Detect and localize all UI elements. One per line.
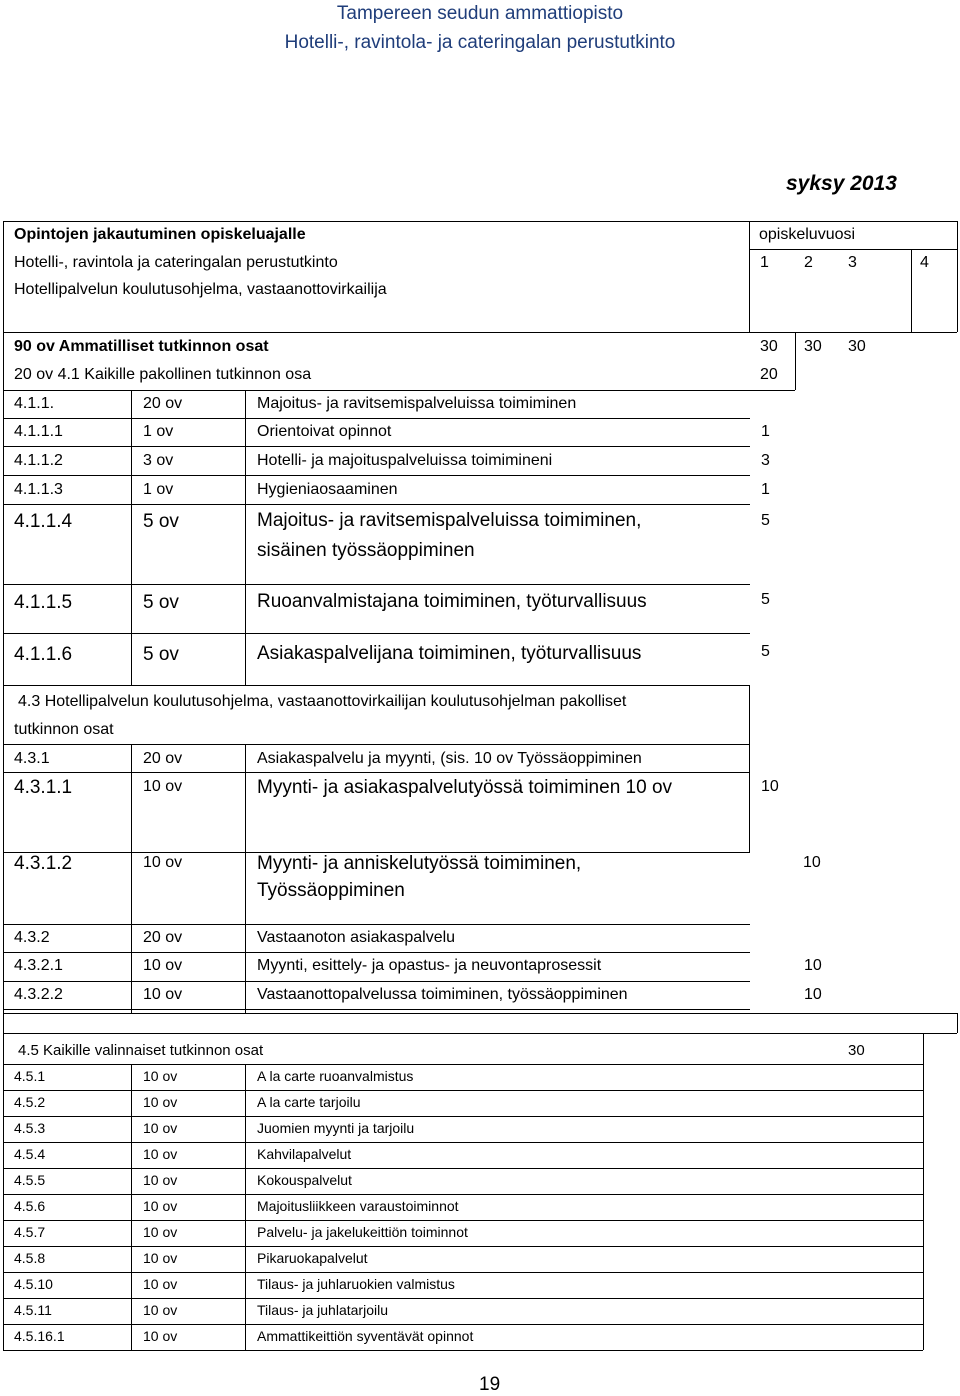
row-ov: 10 ov: [143, 1250, 178, 1266]
row-code: 4.1.1.3: [14, 481, 63, 498]
row-value: 10: [761, 778, 779, 795]
row-name: Palvelu- ja jakelukeittiön toiminnot: [257, 1224, 468, 1240]
year-label: opiskeluvuosi: [759, 226, 856, 243]
row-ov: 10 ov: [143, 778, 183, 795]
row-ov: 20 ov: [143, 929, 183, 946]
common-part-value: 20: [760, 366, 778, 383]
section-45-value: 30: [848, 1042, 865, 1059]
intro-program: Hotellipalvelun koulutusohjelma, vastaanottovirkailija: [14, 281, 387, 298]
row-code: 4.5.4: [14, 1146, 46, 1162]
row-name: Asiakaspalvelu ja myynti, (sis. 10 ov Työssäoppiminen: [257, 750, 642, 767]
row-name: Kokouspalvelut: [257, 1172, 352, 1188]
row-ov: 10 ov: [143, 986, 183, 1003]
row-code: 4.3.1.2: [14, 853, 73, 874]
row-value: 5: [761, 512, 770, 529]
row-code: 4.3.2.2: [14, 986, 63, 1003]
row-value: 5: [761, 591, 770, 608]
row-ov: 10 ov: [143, 1068, 178, 1084]
row-code: 4.3.2.1: [14, 957, 63, 974]
row-name-continued: sisäinen työssäoppiminen: [257, 540, 475, 561]
section-43-title-continued: tutkinnon osat: [14, 721, 114, 738]
row-ov: 10 ov: [143, 1328, 178, 1344]
row-name: Vastaanottopalvelussa toimiminen, työssäoppiminen: [257, 986, 628, 1003]
row-name: Myynti, esittely- ja opastus- ja neuvontaprosessit: [257, 957, 602, 974]
row-ov: 10 ov: [143, 1224, 178, 1240]
row-code: 4.5.16.1: [14, 1328, 65, 1344]
row-name: A la carte tarjoilu: [257, 1094, 361, 1110]
row-code: 4.1.1.6: [14, 644, 73, 665]
year-1: 1: [760, 254, 769, 271]
row-ov: 20 ov: [143, 395, 183, 412]
row-name: Ammattikeittiön syventävät opinnot: [257, 1328, 474, 1344]
row-code: 4.1.1.1: [14, 423, 63, 440]
row-code: 4.5.3: [14, 1120, 46, 1136]
row-name: Majoitus- ja ravitsemispalveluissa toimiminen: [257, 395, 577, 412]
row-ov: 5 ov: [143, 644, 179, 665]
row-name: Myynti- ja asiakaspalvelutyössä toimiminen 10 ov: [257, 777, 673, 798]
row-ov: 5 ov: [143, 592, 179, 613]
year-4: 4: [920, 254, 929, 271]
row-name: Orientoivat opinnot: [257, 423, 392, 440]
row-ov: 10 ov: [143, 1172, 178, 1188]
row-code: 4.5.10: [14, 1276, 53, 1292]
vocational-year-2: 30: [804, 338, 822, 355]
row-name: Majoitusliikkeen varaustoiminnot: [257, 1198, 459, 1214]
row-name: Hotelli- ja majoituspalveluissa toimimineni: [257, 452, 553, 469]
row-ov: 10 ov: [143, 1276, 178, 1292]
row-name: Hygieniaosaaminen: [257, 481, 398, 498]
row-name: Tilaus- ja juhlaruokien valmistus: [257, 1276, 455, 1292]
intro-title: Opintojen jakautuminen opiskeluajalle: [14, 226, 306, 243]
row-code: 4.3.1.1: [14, 777, 73, 798]
row-code: 4.5.7: [14, 1224, 46, 1240]
row-code: 4.1.1.: [14, 395, 55, 412]
row-name: Kahvilapalvelut: [257, 1146, 352, 1162]
row-code: 4.3.1: [14, 750, 50, 767]
row-ov: 10 ov: [143, 1302, 178, 1318]
row-name: A la carte ruoanvalmistus: [257, 1068, 414, 1084]
row-value: 3: [761, 452, 770, 469]
vocational-year-3: 30: [848, 338, 866, 355]
row-value: 10: [803, 854, 821, 871]
row-value: 5: [761, 643, 770, 660]
row-code: 4.1.1.5: [14, 592, 73, 613]
institution-title: Tampereen seudun ammattiopisto: [336, 3, 624, 24]
row-code: 4.1.1.4: [14, 511, 73, 532]
row-name: Majoitus- ja ravitsemispalveluissa toimiminen,: [257, 510, 642, 531]
common-part-title: 20 ov 4.1 Kaikille pakollinen tutkinnon osa: [14, 366, 312, 383]
year-3: 3: [848, 254, 857, 271]
degree-title: Hotelli-, ravintola- ja cateringalan perustutkinto: [284, 32, 676, 53]
row-value: 10: [804, 986, 822, 1003]
year-2: 2: [804, 254, 813, 271]
row-ov: 5 ov: [143, 511, 179, 532]
term-label: syksy 2013: [786, 172, 897, 195]
row-name: Vastaanoton asiakaspalvelu: [257, 929, 456, 946]
row-ov: 10 ov: [143, 854, 183, 871]
vocational-title: 90 ov Ammatilliset tutkinnon osat: [14, 338, 269, 355]
row-ov: 10 ov: [143, 1094, 178, 1110]
row-name: Ruoanvalmistajana toimiminen, työturvallisuus: [257, 591, 647, 612]
row-ov: 10 ov: [143, 1146, 178, 1162]
row-name-continued: Työssäoppiminen: [257, 880, 405, 901]
row-name: Juomien myynti ja tarjoilu: [257, 1120, 415, 1136]
row-ov: 10 ov: [143, 957, 183, 974]
row-value: 1: [761, 481, 770, 498]
row-code: 4.3.2: [14, 929, 50, 946]
row-code: 4.1.1.2: [14, 452, 63, 469]
row-code: 4.5.5: [14, 1172, 46, 1188]
row-code: 4.5.8: [14, 1250, 46, 1266]
row-name: Pikaruokapalvelut: [257, 1250, 368, 1266]
row-ov: 1 ov: [143, 481, 174, 498]
row-ov: 1 ov: [143, 423, 174, 440]
section-43-title: 4.3 Hotellipalvelun koulutusohjelma, vastaanottovirkailijan koulutusohjelman pakolliset: [18, 693, 627, 710]
row-name: Asiakaspalvelijana toimiminen, työturvallisuus: [257, 643, 642, 664]
row-ov: 10 ov: [143, 1120, 178, 1136]
page-number: 19: [479, 1374, 501, 1395]
row-ov: 20 ov: [143, 750, 183, 767]
row-code: 4.5.1: [14, 1068, 46, 1084]
row-code: 4.5.6: [14, 1198, 46, 1214]
section-45-title: 4.5 Kaikille valinnaiset tutkinnon osat: [18, 1042, 264, 1059]
vocational-year-1: 30: [760, 338, 778, 355]
row-name: Myynti- ja anniskelutyössä toimiminen,: [257, 853, 582, 874]
row-code: 4.5.11: [14, 1302, 52, 1318]
row-code: 4.5.2: [14, 1094, 46, 1110]
row-name: Tilaus- ja juhlatarjoilu: [257, 1302, 388, 1318]
row-value: 10: [804, 957, 822, 974]
row-ov: 10 ov: [143, 1198, 178, 1214]
intro-degree: Hotelli-, ravintola ja cateringalan perustutkinto: [14, 254, 338, 271]
row-value: 1: [761, 423, 770, 440]
row-ov: 3 ov: [143, 452, 174, 469]
